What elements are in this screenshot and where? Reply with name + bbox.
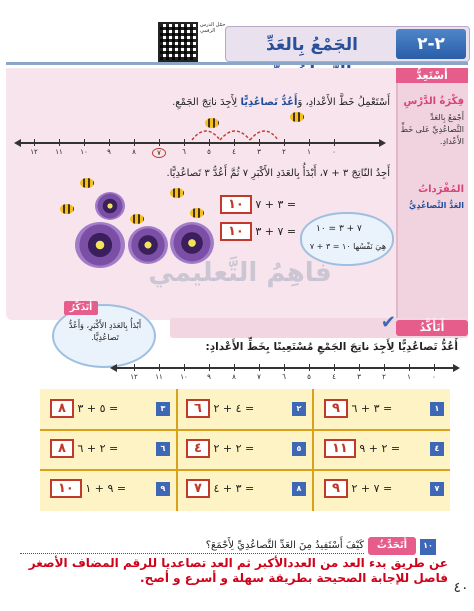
number-line-tick [159, 139, 160, 146]
number-line-tick [259, 139, 260, 146]
title-divider [6, 62, 468, 65]
equation-expression: ٢ + ٢ = [209, 442, 255, 455]
lesson-number-badge: ٢-٢ [396, 29, 466, 59]
problem-equation [186, 479, 254, 498]
number-line-tick [284, 364, 285, 371]
number-line-label: ١٢ [30, 148, 38, 156]
number-line-label: ٧ [257, 373, 261, 381]
answer-box[interactable]: ٤ [186, 439, 210, 458]
number-line-tick [209, 139, 210, 146]
number-line-tick [384, 364, 385, 371]
arrow-right-icon [379, 139, 386, 147]
equation-expression: ٣ + ٦ = [347, 402, 393, 415]
bee-icon [130, 214, 144, 224]
number-line-tick [134, 139, 135, 146]
problem-equation [186, 439, 254, 458]
grid-divider [312, 389, 314, 511]
cloud-line-1: ٧ + ٣ = ١٠ [316, 224, 362, 234]
number-line-tick [109, 139, 110, 146]
page-number: ٤٠ [453, 580, 469, 596]
problem-number-badge: ٦ [156, 442, 170, 456]
question-number-badge: ١٠ [420, 539, 436, 555]
grid-divider [40, 469, 450, 471]
number-line-explore [14, 139, 386, 163]
idea-title: فِكْرَةُ الدَّرْسِ [403, 96, 464, 107]
number-line-tick [309, 139, 310, 146]
vocab-term: العَدُّ التَّصاعُدِيُّ [409, 201, 464, 210]
equation-expression: ٢ + ٦ = [73, 442, 119, 455]
qr-code-icon[interactable] [158, 22, 198, 62]
number-line-tick [409, 364, 410, 371]
checkmark-icon: ✔ [380, 312, 396, 333]
problem-number-badge: ٧ [430, 482, 444, 496]
answer-box[interactable]: ٨ [50, 439, 74, 458]
number-line-label: ٥ [207, 148, 211, 156]
problem-number-badge: ٨ [292, 482, 306, 496]
equation-expression: ٥ + ٣ = [73, 402, 119, 415]
number-line-tick [184, 364, 185, 371]
problem-number-badge: ٥ [292, 442, 306, 456]
cloud-line-2: هِيَ نَفْسُها ١٠ = ٣ + ٧ [309, 242, 387, 251]
answer-box[interactable]: ٧ [186, 479, 210, 498]
number-line-label: ٣ [357, 373, 361, 381]
equation-expression: ٩ + ١ = [81, 482, 127, 495]
number-line-tick [34, 139, 35, 146]
number-line-check [110, 364, 460, 388]
bee-icon [80, 178, 94, 188]
number-line-label: ٤ [232, 148, 236, 156]
answer-box[interactable]: ٨ [50, 399, 74, 418]
flower-image [75, 222, 125, 268]
number-line-label: ٢ [282, 148, 286, 156]
number-line-label: ١٠ [180, 373, 188, 381]
problem-equation [324, 399, 392, 418]
problem-equation [324, 479, 392, 498]
bee-icon [190, 208, 204, 218]
check-instruction: أَعُدُّ تَصاعُدِيًّا لِأَجِدَ ناتِجَ الجَمْعِ مُسْتَعِينًا بِخَطِّ الأَعْدادِ: [205, 341, 458, 353]
number-line-label: ٠ [332, 148, 336, 156]
number-line-axis [116, 367, 454, 369]
talk-question: كَيْفَ أَسْتَفِيدُ مِنَ العَدِّ التَّصاعُدِيِّ لِأَجْمَعَ؟ [205, 540, 364, 551]
number-line-label: ٠ [432, 373, 436, 381]
example-equation-1 [220, 195, 296, 214]
bee-icon [60, 204, 74, 214]
problem-number-badge: ٩ [156, 482, 170, 496]
number-line-tick [234, 139, 235, 146]
lesson-title: الجَمْعُ بِالعَدِّ [266, 35, 358, 55]
check-tab: أَتَأَكَّدُ [396, 320, 468, 336]
instruction-part-b: لِأَجِدَ ناتِجَ الجَمْعِ. [172, 97, 238, 108]
number-line-label: ٦ [282, 373, 286, 381]
arrow-right-icon [453, 364, 460, 372]
equation-expression: ٧ + ٢ = [347, 482, 393, 495]
problem-equation [324, 439, 400, 458]
written-answer[interactable]: عن طريق بدء العد من العددالأكبر ثم العد تصاعديا للرقم المضاف الأصغر فاصل للإجابة الصحيحة بطريقة سهلة و أسرع و أصح. [28, 556, 448, 585]
qr-caption: حمّل الدرس الرقمي [200, 22, 226, 34]
number-line-tick [284, 139, 285, 146]
grid-divider [176, 389, 178, 511]
explore-instruction [20, 96, 390, 110]
number-line-tick [59, 139, 60, 146]
example-equation-2 [220, 222, 296, 241]
watermark-text: فاهِمُ التَّعليمي [148, 258, 332, 288]
bee-icon [290, 112, 304, 122]
number-line-tick [434, 364, 435, 371]
number-line-label: ١١ [155, 373, 163, 381]
equation-expression: ٣ + ٤ = [209, 482, 255, 495]
explore-tab: أسْتَعِدُّ [396, 68, 468, 83]
number-line-tick [309, 364, 310, 371]
number-line-tick [134, 364, 135, 371]
equation-expression: ٣ + ٧ = [255, 198, 297, 211]
number-line-label-circled: ٧ [152, 148, 166, 158]
number-line-label: ١ [307, 148, 311, 156]
grid-divider [40, 429, 450, 431]
equation-expression: ٤ + ٢ = [209, 402, 255, 415]
number-line-tick [184, 139, 185, 146]
number-line-tick [84, 139, 85, 146]
number-line-label: ١ [407, 373, 411, 381]
number-line-tick [359, 364, 360, 371]
equation-expression: ٧ + ٣ = [255, 225, 297, 238]
number-line-label: ٩ [207, 373, 211, 381]
number-line-label: ٩ [107, 148, 111, 156]
number-line-label: ١٠ [80, 148, 88, 156]
number-line-tick [334, 364, 335, 371]
answer-line [20, 553, 364, 554]
problem-equation [186, 399, 254, 418]
remember-tab: أَتَذَكَّرُ [64, 301, 98, 315]
talk-tab: أَتَحَدَّثُ [368, 537, 416, 555]
number-line-label: ٦ [182, 148, 186, 156]
instruction-bold: أَعُدُّ تَصاعُدِيًّا [240, 97, 298, 108]
number-line-label: ٢ [382, 373, 386, 381]
idea-text: أَجْمَعُ بِالعَدِّ التَّصاعُدِيِّ عَلى خَطِّ الأَعْدادِ. [400, 113, 464, 146]
problem-number-badge: ١ [430, 402, 444, 416]
problem-number-badge: ٤ [430, 442, 444, 456]
problem-equation [50, 439, 118, 458]
problem-equation [50, 479, 126, 498]
answer-box[interactable]: ١٠ [50, 479, 82, 498]
problem-equation [50, 399, 118, 418]
number-line-label: ٣ [257, 148, 261, 156]
number-line-label: ١١ [55, 148, 63, 156]
problem-number-badge: ٣ [156, 402, 170, 416]
remember-text: أَبْدَأُ بِالعَدَدِ الأَكْبَرِ، وَأَعُدُّ تَصاعُدِيًّا. [68, 321, 142, 342]
problem-number-badge: ٢ [292, 402, 306, 416]
equation-expression: ٢ + ٩ = [355, 442, 401, 455]
number-line-label: ٨ [132, 148, 136, 156]
answer-box[interactable]: ٩ [324, 399, 348, 418]
answer-box[interactable]: ٦ [186, 399, 210, 418]
answer-box: ١٠ [220, 222, 252, 241]
example-text: أَجِدُ النّاتِجَ ٣ + ٧، أَبْدَأُ بِالعَدَدِ الأَكْبَرِ ٧ ثُمَّ أَعُدُّ ٣ تَصاعُدِيًّا. [166, 168, 390, 179]
flower-image [95, 192, 125, 220]
number-line-label: ٨ [232, 373, 236, 381]
answer-box[interactable]: ٩ [324, 479, 348, 498]
number-line-label: ١٢ [130, 373, 138, 381]
number-line-tick [234, 364, 235, 371]
number-line-label: ٥ [307, 373, 311, 381]
answer-box: ١٠ [220, 195, 252, 214]
number-line-label: ٤ [332, 373, 336, 381]
vocab-title: المُفْرَداتُ [418, 184, 464, 195]
number-line-tick [159, 364, 160, 371]
number-line-tick [259, 364, 260, 371]
answer-box[interactable]: ١١ [324, 439, 356, 458]
instruction-part-a: أَسْتَعْمِلُ خَطَّ الأَعْدادِ، وَ [297, 97, 390, 108]
number-line-axis [20, 142, 380, 144]
number-line-tick [334, 139, 335, 146]
number-line-tick [209, 364, 210, 371]
bee-icon [170, 188, 184, 198]
